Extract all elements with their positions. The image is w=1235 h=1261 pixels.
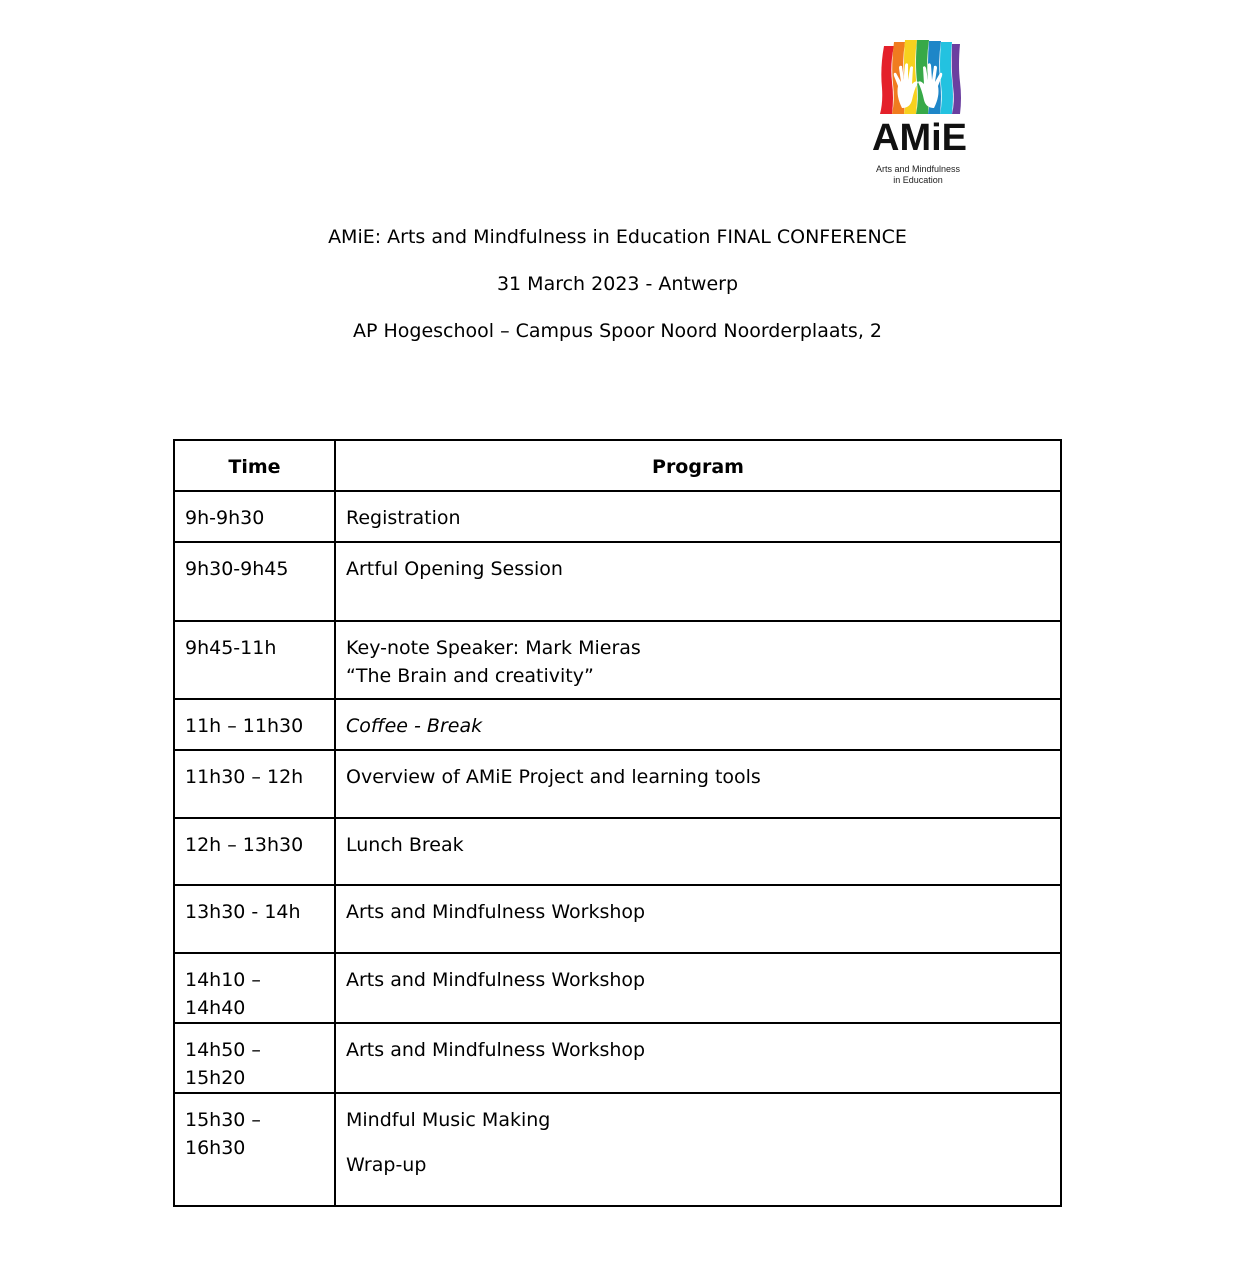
table-row (174, 491, 1061, 542)
time-cell: 12h – 13h30 (174, 818, 335, 885)
talk-title-line: “The Brain and creativity” (346, 665, 594, 687)
time-cell: 9h-9h30 (174, 491, 335, 542)
table-header-row (174, 440, 1061, 491)
time-cell: 9h30-9h45 (174, 542, 335, 621)
table-row (174, 1023, 1061, 1093)
table-row (174, 818, 1061, 885)
venue-address: AP Hogeschool – Campus Spoor Noord Noorderplaats, 2 (352, 320, 882, 342)
program-cell: Lunch Break (335, 818, 1061, 885)
table-row (174, 953, 1061, 1023)
table-row (174, 621, 1061, 699)
date-location: 31 March 2023 - Antwerp (496, 273, 739, 295)
program-cell: Arts and Mindfulness Workshop (335, 1023, 1061, 1093)
time-cell: 14h10 – 14h40 (174, 953, 335, 1023)
time-cell: 9h45-11h (174, 621, 335, 699)
table-row (174, 542, 1061, 621)
program-line: Wrap-up (346, 1154, 427, 1176)
program-cell (335, 621, 1061, 699)
program-cell: Artful Opening Session (335, 542, 1061, 621)
program-cell: Registration (335, 491, 1061, 542)
conference-title: AMiE: Arts and Mindfulness in Education FINAL CONFERENCE (328, 226, 907, 248)
time-cell: 15h30 – 16h30 (174, 1093, 335, 1206)
logo-subtitle: Arts and Mindfulness in Education (875, 164, 961, 185)
program-cell: Arts and Mindfulness Workshop (335, 953, 1061, 1023)
time-cell: 11h – 11h30 (174, 699, 335, 750)
rainbow-hands-icon (872, 38, 964, 118)
table-row (174, 1093, 1061, 1206)
time-column-header: Time (174, 440, 335, 491)
time-cell: 14h50 – 15h20 (174, 1023, 335, 1093)
program-column-header: Program (335, 440, 1061, 491)
program-cell: Arts and Mindfulness Workshop (335, 885, 1061, 953)
table-row (174, 885, 1061, 953)
speaker-line: Key-note Speaker: Mark Mieras (346, 637, 641, 659)
program-cell (335, 1093, 1061, 1206)
program-cell: Coffee - Break (335, 699, 1061, 750)
program-line: Mindful Music Making (346, 1109, 551, 1131)
time-cell: 11h30 – 12h (174, 750, 335, 818)
program-table (173, 439, 1062, 1207)
table-row (174, 750, 1061, 818)
table-row (174, 699, 1061, 750)
time-cell: 13h30 - 14h (174, 885, 335, 953)
program-cell: Overview of AMiE Project and learning tools (335, 750, 1061, 818)
logo-wordmark: AMiE (872, 117, 967, 159)
amie-logo (872, 38, 967, 188)
